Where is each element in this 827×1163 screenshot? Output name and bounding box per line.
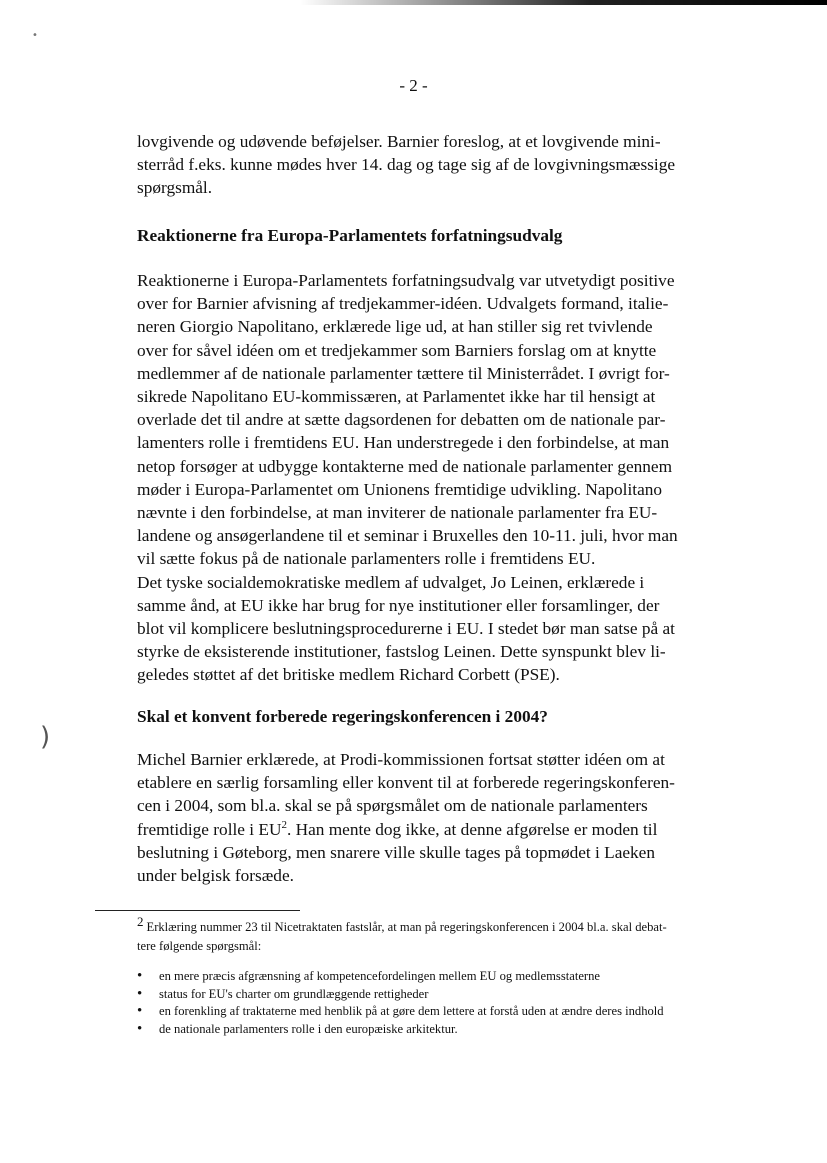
list-item: • de nationale parlamenters rolle i den europæiske arkitektur.	[137, 1021, 664, 1039]
text-line: medlemmer af de nationale parlamenter tættere til Ministerrådet. I øvrigt for-	[137, 363, 670, 383]
footnote-line: tere følgende spørgsmål:	[137, 938, 262, 953]
text-line: etablere en særlig forsamling eller konvent til at forberede regeringskonferen-	[137, 773, 675, 793]
text-line: Det tyske socialdemokratiske medlem af udvalget, Jo Leinen, erklærede i	[137, 572, 645, 592]
section-heading-convention: Skal et konvent forberede regeringskonferencen i 2004?	[137, 707, 548, 726]
text-line: cen i 2004, som bl.a. skal se på spørgsmålet om de nationale parlamenters	[137, 796, 648, 816]
binder-hole-mark: )	[40, 722, 51, 752]
text-line: netop forsøger at udbygge kontakterne med de nationale parlamenter gennem	[137, 456, 673, 476]
section-heading-reactions: Reaktionerne fra Europa-Parlamentets forfatningsudvalg	[137, 226, 563, 245]
text-line: neren Giorgio Napolitano, erklærede lige ud, at han stiller sig ret tvivlende	[137, 317, 653, 337]
text-line: Michel Barnier erklærede, at Prodi-kommissionen fortsat støtter idéen om at	[137, 750, 665, 769]
top-edge-rule	[300, 0, 827, 5]
footnote-bullet-list	[137, 968, 664, 1038]
footnote-separator	[95, 910, 300, 911]
text-line: under belgisk forsæde.	[137, 866, 294, 886]
text-line: over for Barnier afvisning af tredjekammer-idéen. Udvalgets formand, italie-	[137, 294, 669, 314]
page-number: - 2 -	[399, 76, 428, 95]
footnote-text: Erklæring nummer 23 til Nicetraktaten fastslår, at man på regeringskonferencen i 2004 bl.a. skal debat-	[146, 920, 667, 934]
convention-paragraph	[137, 748, 729, 887]
footnote-line	[137, 914, 737, 937]
reactions-paragraph	[137, 269, 729, 687]
text-line: overlade det til andre at sætte dagsordenen for debatten om de nationale par-	[137, 410, 666, 430]
footnote	[137, 914, 737, 955]
text-line: blot vil komplicere beslutningsprocedurerne i EU. I stedet bør man satse på at	[137, 619, 675, 639]
text-line: sterråd f.eks. kunne mødes hver 14. dag og tage sig af de lovgivningsmæssige	[137, 155, 676, 175]
text-line: landene og ansøgerlandene til et seminar i Bruxelles den 10-11. juli, hvor man	[137, 526, 678, 546]
text-line: møder i Europa-Parlamentet om Unionens fremtidige udvikling. Napolitano	[137, 479, 663, 499]
text-line: lamenters rolle i fremtidens EU. Han understregede i den forbindelse, at man	[137, 433, 670, 453]
text-fragment: . Han mente dog ikke, at denne afgørelse er moden til	[286, 819, 658, 839]
text-line: over for såvel idéen om et tredjekammer som Barniers forslag om at knytte	[137, 340, 657, 360]
scan-speck: •	[32, 30, 38, 41]
text-line: styrke de eksisterende institutioner, fastslog Leinen. Dette synspunkt blev li-	[137, 642, 666, 662]
list-item: • status for EU's charter om grundlæggende rettigheder	[137, 986, 664, 1004]
text-line: lovgivende og udøvende beføjelser. Barnier foreslog, at et lovgivende mini-	[137, 132, 661, 151]
text-line	[137, 818, 729, 841]
text-line: sikrede Napolitano EU-kommissæren, at Parlamentet ikke har til hensigt at	[137, 387, 656, 407]
text-line: Reaktionerne i Europa-Parlamentets forfatningsudvalg var utvetydigt positive	[137, 271, 675, 290]
footnote-reference: 2	[281, 818, 287, 831]
text-fragment: fremtidige rolle i EU	[137, 819, 282, 839]
text-line: spørgsmål.	[137, 178, 213, 198]
text-line: vil sætte fokus på de nationale parlamenters rolle i fremtidens EU.	[137, 549, 596, 569]
list-item: • en forenkling af traktaterne med henblik på at gøre dem lettere at forstå uden at ændre deres indhold	[137, 1003, 664, 1021]
text-line: samme ånd, at EU ikke har brug for nye institutioner eller forsamlinger, der	[137, 595, 660, 615]
text-line: geledes støttet af det britiske medlem Richard Corbett (PSE).	[137, 665, 560, 685]
text-line: beslutning i Gøteborg, men snarere ville skulle tages på topmødet i Laeken	[137, 842, 655, 862]
footnote-mark: 2	[137, 914, 144, 929]
list-item: • en mere præcis afgrænsning af kompetencefordelingen mellem EU og medlemsstaterne	[137, 968, 664, 986]
text-line: nævnte i den forbindelse, at man inviterer de nationale parlamenter fra EU-	[137, 503, 658, 523]
intro-paragraph	[137, 130, 729, 200]
